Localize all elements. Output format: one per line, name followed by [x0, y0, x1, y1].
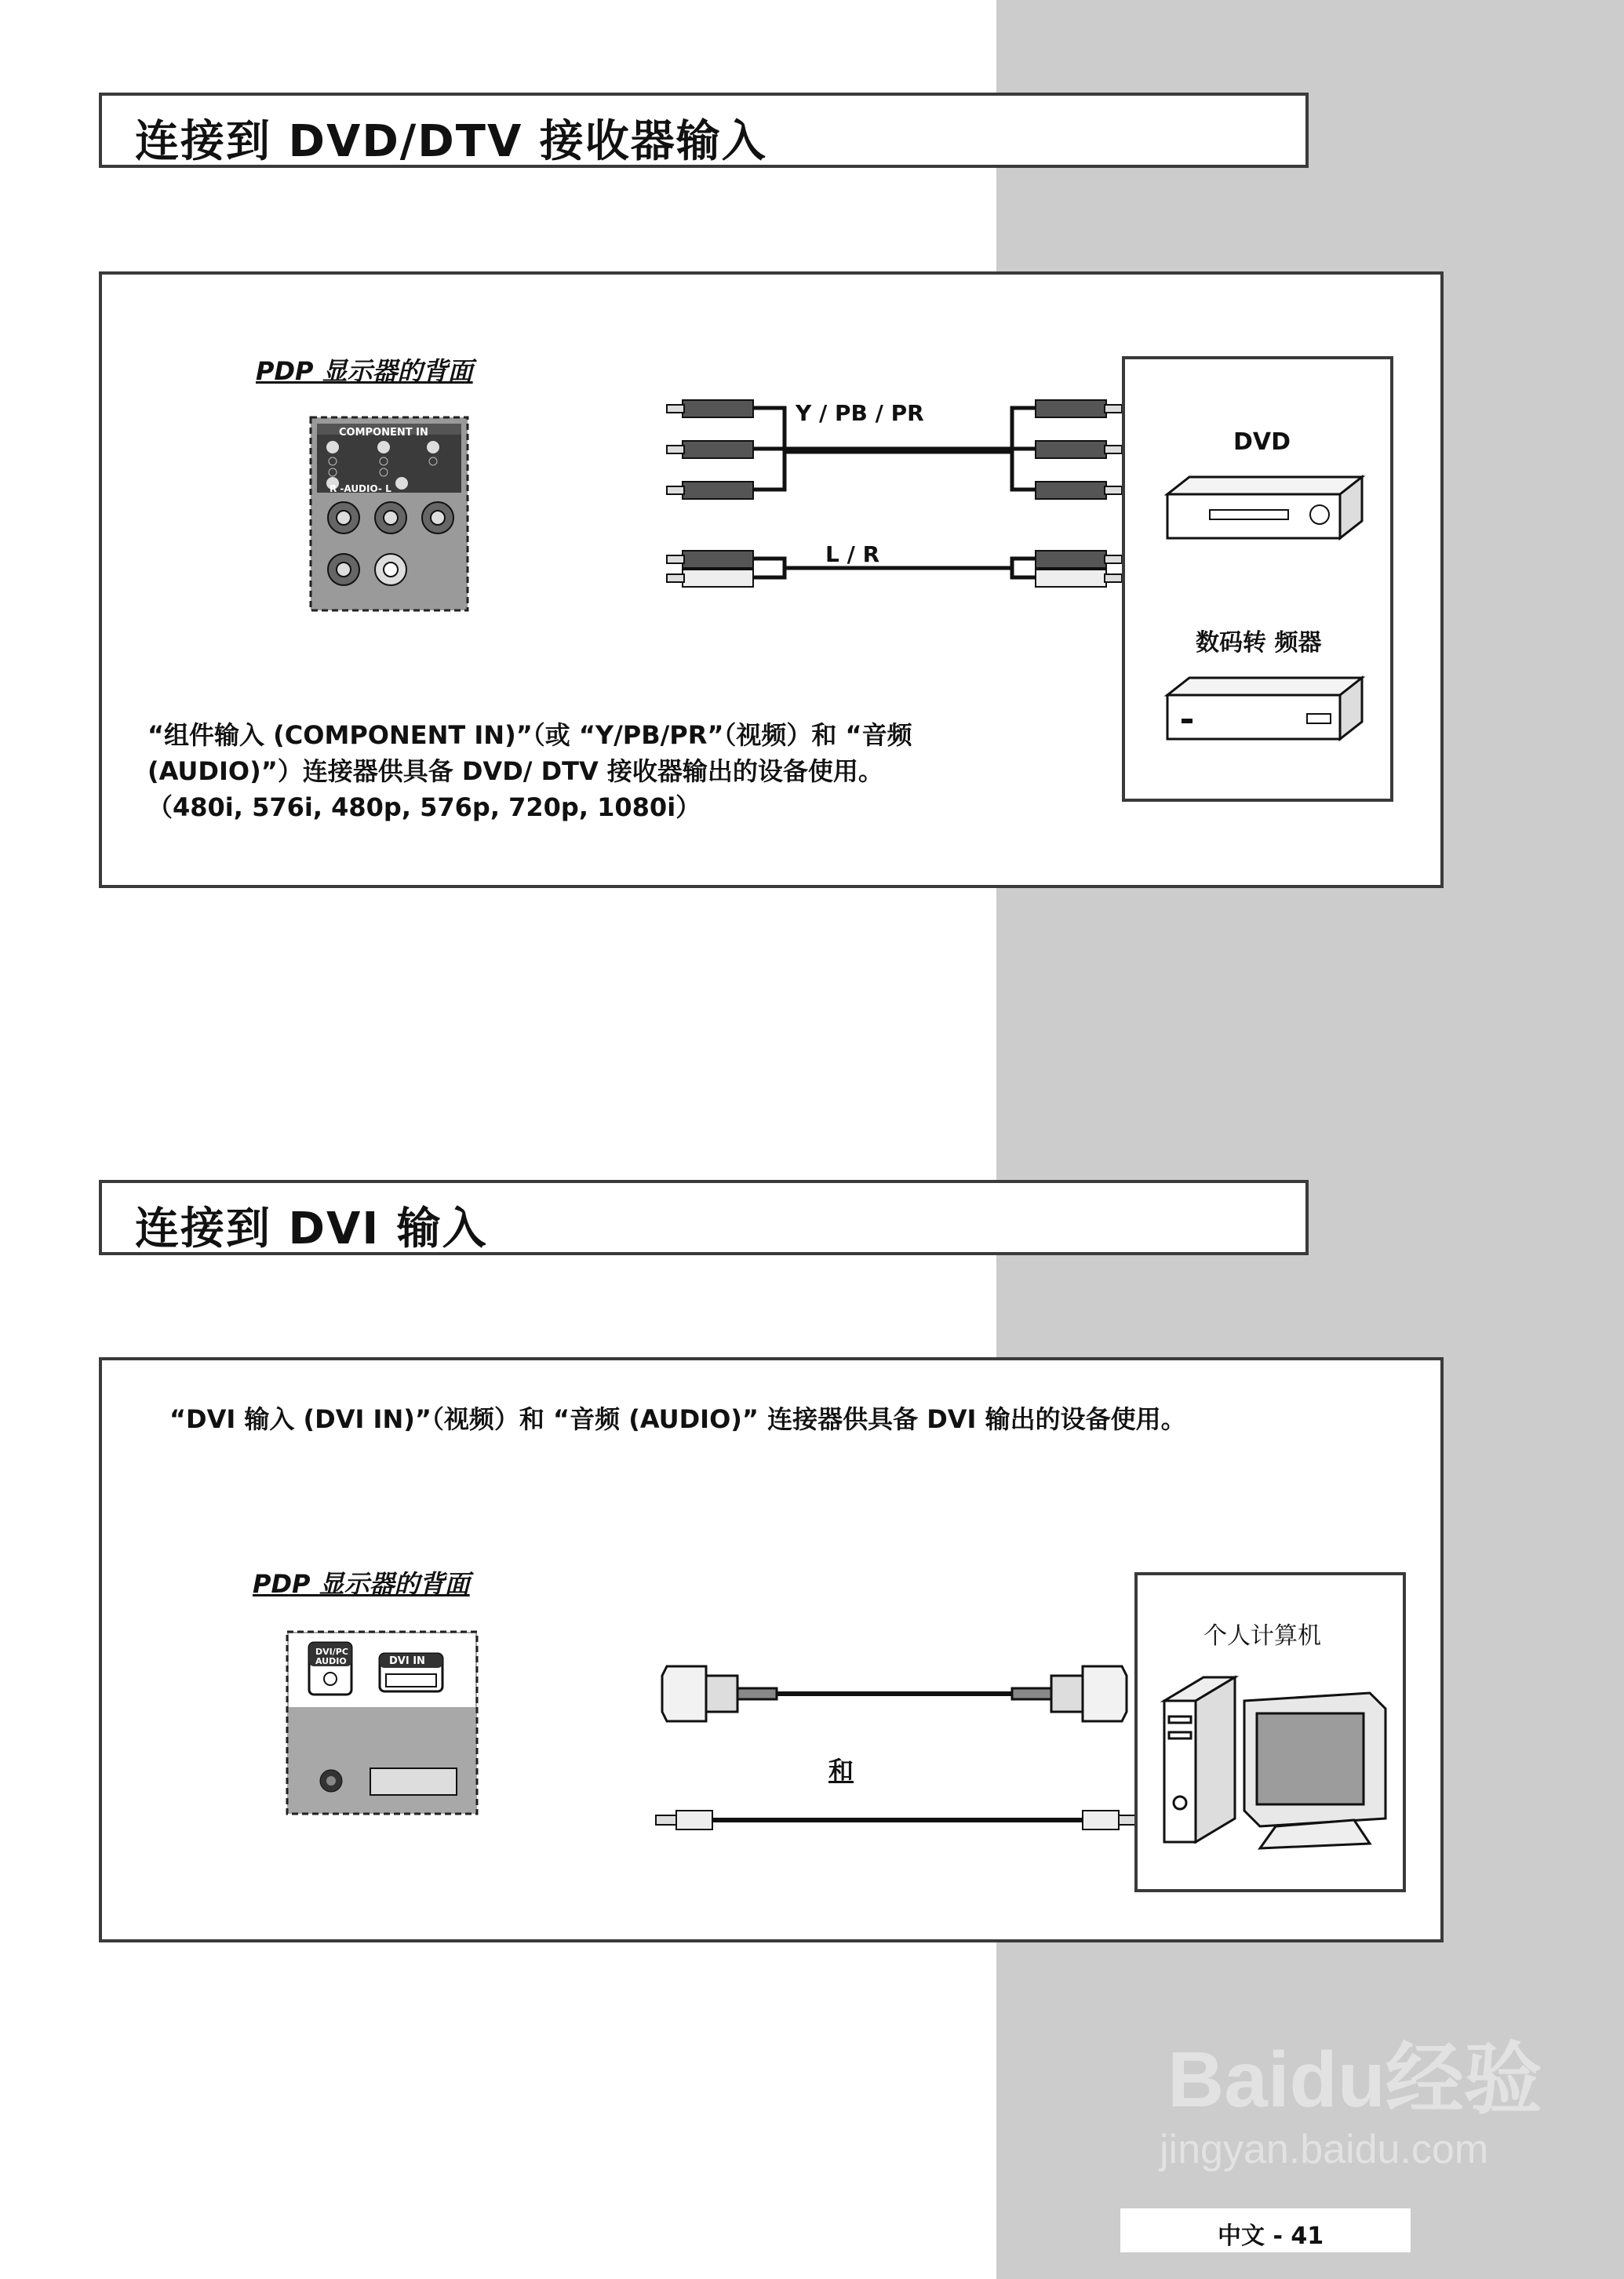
- section2-panel: [99, 1357, 1444, 1942]
- cable-label-video: Y / PB / PR: [796, 400, 924, 426]
- dvd-device-box: [1122, 356, 1393, 802]
- section1-heading: 连接到 DVD/DTV 接收器输入: [135, 116, 767, 167]
- personal-computer-icon: [1158, 1669, 1393, 1850]
- pc-device-box: [1134, 1572, 1406, 1892]
- section1-desc-line2: (AUDIO)”）连接器供具备 DVD/ DTV 接收器输出的设备使用。: [147, 756, 883, 786]
- cable-label-audio: L / R: [825, 541, 880, 567]
- section1-desc-line1: “组件输入 (COMPONENT IN)”（或 “Y/PB/PR”（视频）和 “音频: [147, 720, 912, 750]
- set-top-box-icon: [1166, 678, 1362, 742]
- section1-desc-line3: （480i, 576i, 480p, 576p, 720p, 1080i）: [147, 792, 701, 822]
- set-top-box-label: 数码转 频器: [1196, 629, 1322, 657]
- baidu-watermark: Baidu经验: [1167, 2036, 1542, 2124]
- dvi-cables-illustration: [643, 1658, 1153, 1847]
- dvi-pc-audio-label: DVI/PC AUDIO IN: [315, 1647, 348, 1676]
- baidu-watermark-url: jingyan.baidu.com: [1160, 2127, 1489, 2172]
- page-number: 中文 - 41: [1218, 2223, 1324, 2250]
- section2-heading-box: [99, 1180, 1309, 1255]
- rear-caption-1: PDP 显示器的背面: [256, 356, 473, 386]
- component-in-label: COMPONENT IN: [339, 427, 428, 439]
- dvd-player-icon: [1166, 477, 1362, 541]
- section2-heading: 连接到 DVI 输入: [135, 1203, 488, 1254]
- and-label: 和: [828, 1756, 854, 1786]
- rear-caption-2: PDP 显示器的背面: [253, 1569, 470, 1599]
- pc-label: 个人计算机: [1203, 1622, 1321, 1650]
- section1-heading-box: [99, 93, 1309, 168]
- component-port-panel-illustration: [309, 416, 471, 615]
- section2-desc: “DVI 输入 (DVI IN)”（视频）和 “音频 (AUDIO)” 连接器供具备 DVI 输出的设备使用。: [169, 1404, 1186, 1434]
- page-number-box: [1120, 2208, 1411, 2252]
- section1-panel: [99, 271, 1444, 888]
- dvi-in-label: DVI IN: [389, 1655, 425, 1667]
- audio-label: R -AUDIO- L: [330, 483, 391, 494]
- dvd-label: DVD: [1233, 428, 1291, 456]
